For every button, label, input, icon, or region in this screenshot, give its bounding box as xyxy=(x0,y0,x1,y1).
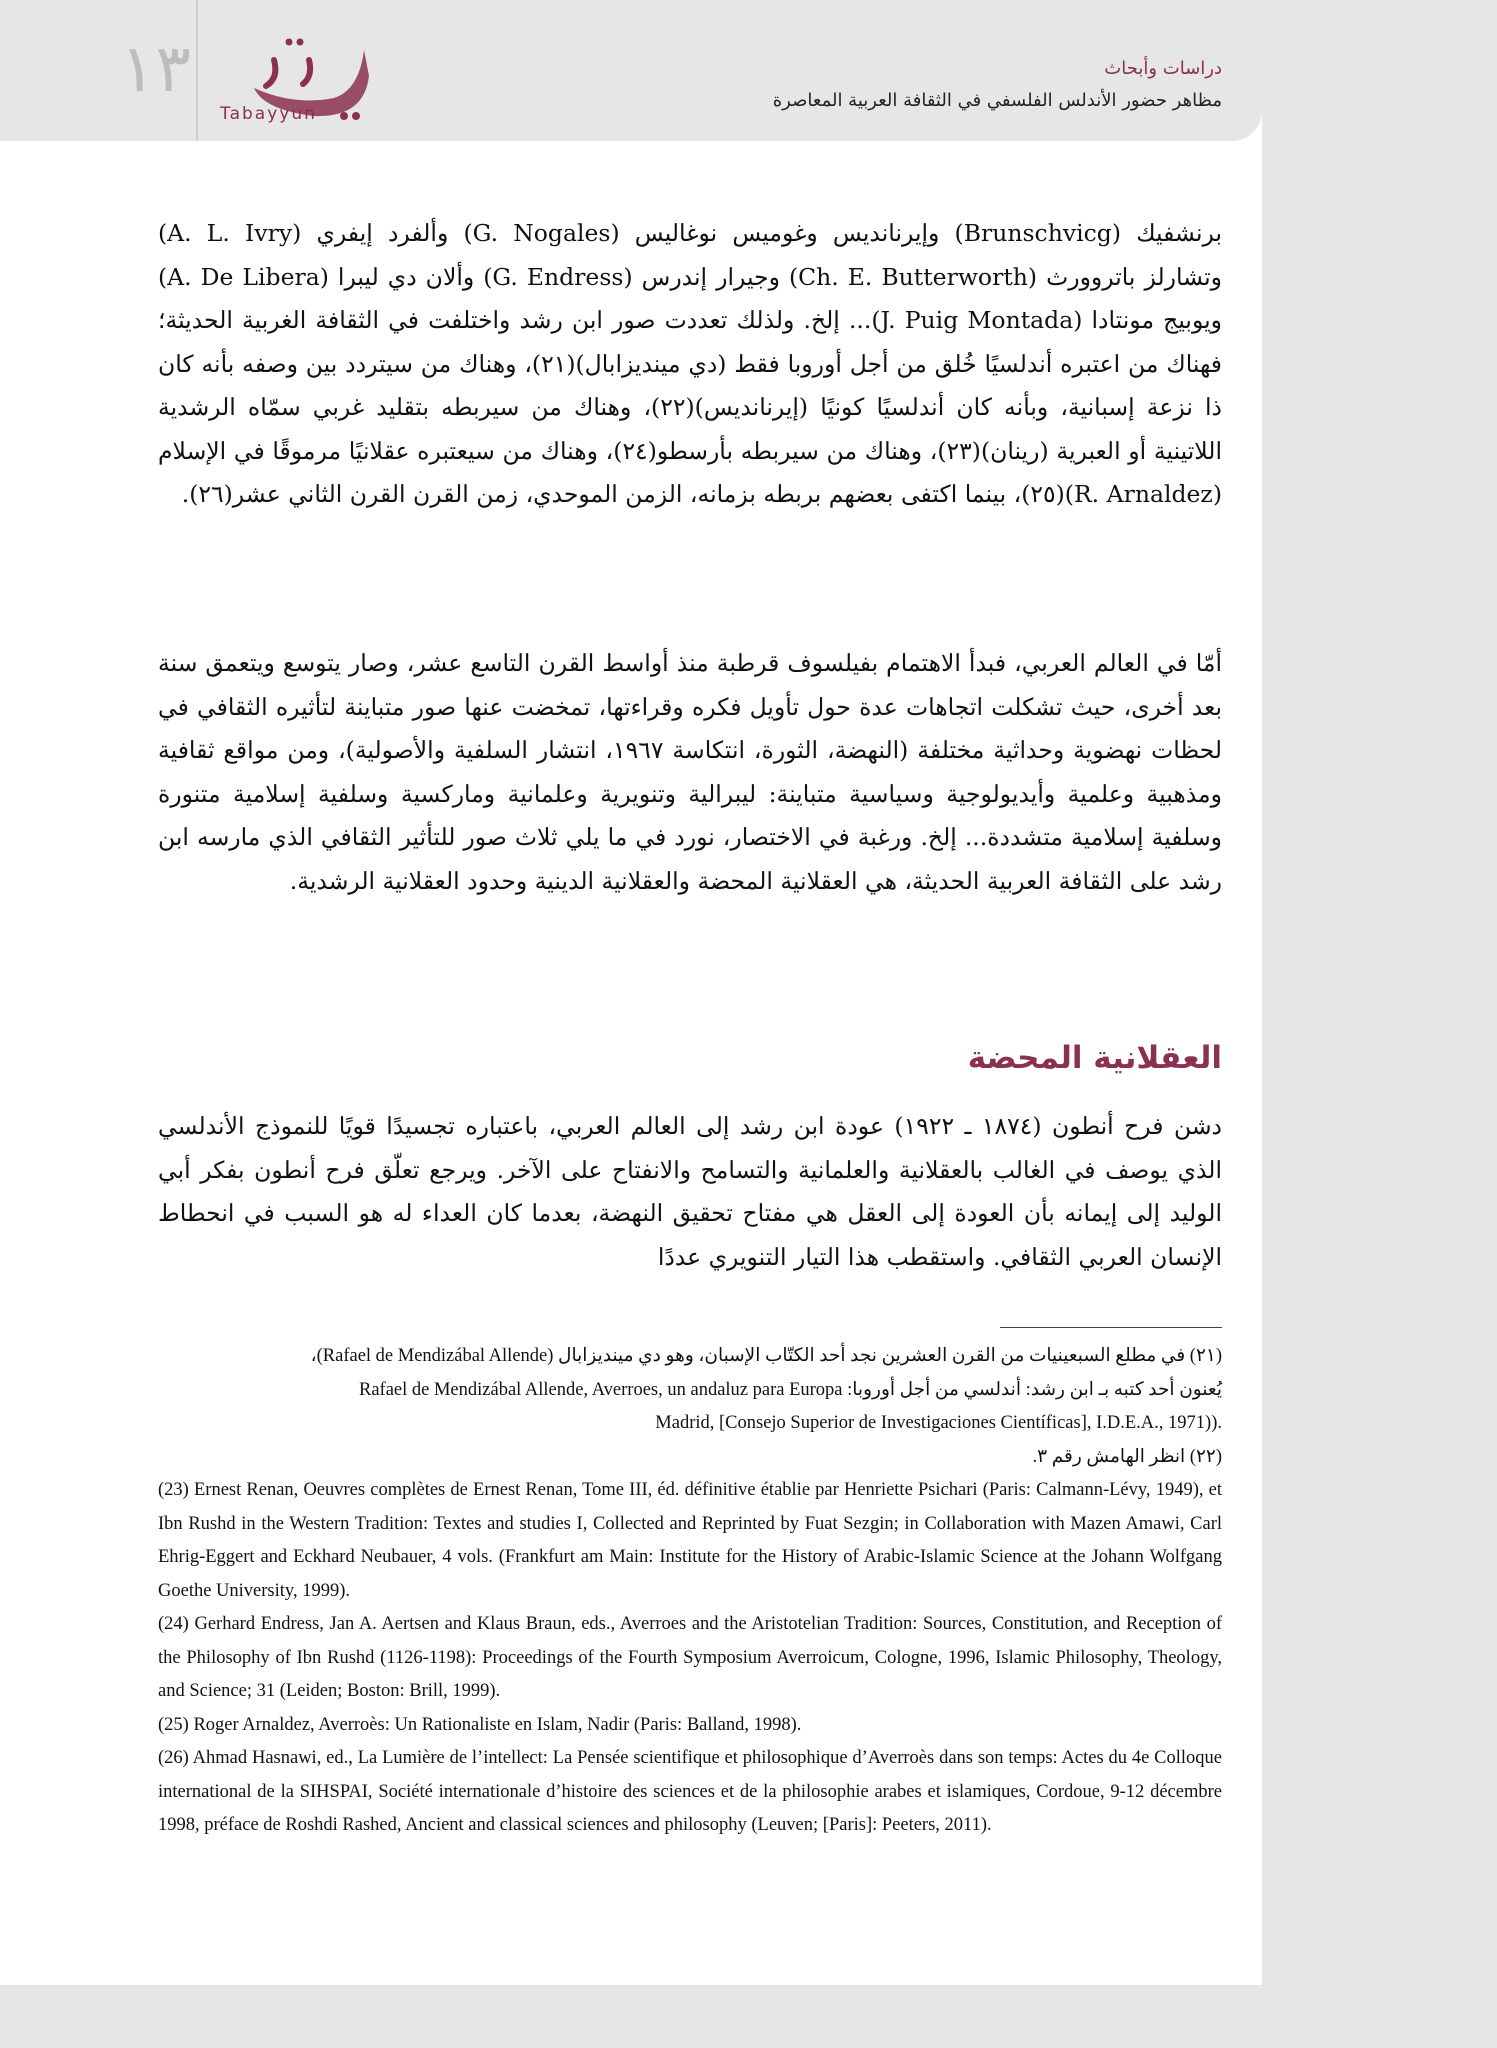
page-number: ١٣ xyxy=(120,30,191,107)
footnote-22: (٢٢) انظر الهامش رقم ٣. xyxy=(1032,1446,1222,1467)
paragraph-text: برنشفيك (Brunschvicg) وإيرنانديس وغوميس نوغاليس (G. Nogales) وألفرد إيفري (A. L. Ivry) وتشارلز باتروورث (Ch. E. Butterworth) وجيرار إندرس (G. Endress) وألان دي ليبرا (A. De Libera) ويوبيج مونتادا (J. Puig Montada)... إلخ. ولذلك تعددت صور ابن رشد واختلفت في الثقافة الغربية الحديثة؛ فهناك من اعتبره أندلسيًا خُلق من أجل أوروبا فقط (دي ميندیزابال)(٢١)، وهناك من سيتردد بين وصفه بأنه كان ذا نزعة إسبانية، وبأنه كان أندلسيًا كونيًا (إيرنانديس)(٢٢)، وهناك من سيربطه بتقليد غربي سمّاه الرشدية اللاتينية أو العبرية (رينان)(٢٣)، وهناك من سيربطه بأرسطو(٢٤)، وهناك من سيعتبره عقلانيًا مرموقًا في الإسلام (R. Arnaldez)(٢٥)، بينما اكتفى بعضهم بربطه بزمانه، الزمن الموحدي، زمن القرن القرن الثاني عشر(٢٦). xyxy=(158,219,1223,508)
footnote-25: (25) Roger Arnaldez, Averroès: Un Rationaliste en Islam, Nadir (Paris: Balland, 1998). xyxy=(158,1714,802,1735)
paragraph-text: أمّا في العالم العربي، فبدأ الاهتمام بفيلسوف قرطبة منذ أواسط القرن التاسع عشر، وصار يتوسع ويتعمق سنة بعد أخرى، حيث تشكلت اتجاهات عدة حول تأويل فكره وقراءتها، تمخضت عنها صور متباينة لتأثيره الثقافي في لحظات نهضوية وحداثية مختلفة (النهضة، الثورة، انتكاسة ١٩٦٧، انتشار السلفية والأصولية)، ومن مواقع ثقافية ومذهبية وعلمية وأيديولوجية وسياسية متباينة: ليبرالية وتنويرية وعلمانية وماركسية وسلفية إسلامية متنورة وسلفية إسلامية متشددة... إلخ. ورغبة في الاختصار، نورد في ما يلي ثلاث صور للتأثير الثقافي الذي مارسه ابن رشد على الثقافة العربية الحديثة، هي العقلانية المحضة والعقلانية الدينية وحدود العقلانية الرشدية. xyxy=(158,649,1222,895)
footnote-rule xyxy=(1000,1327,1222,1328)
article-title: مظاهر حضور الأندلس الفلسفي في الثقافة العربية المعاصرة xyxy=(772,90,1222,111)
footnote-21-line-2: يُعنون أحد كتبه بـ ابن رشد: أندلسي من أجل أوروبا: Rafael de Mendizábal Allende, Averroes, un andaluz para Europa xyxy=(358,1379,1222,1400)
footnote-21-line-3: Madrid, [Consejo Superior de Investigaciones Científicas], I.D.E.A., 1971)). xyxy=(655,1413,1222,1433)
body-paragraph-3 xyxy=(158,1105,1222,1279)
footnote-23: (23) Ernest Renan, Oeuvres complètes de Ernest Renan, Tome III, éd. définitive établie par Henriette Psichari (Paris: Calmann-Lévy, 1949), et Ibn Rushd in the Western Tradition: Textes and studies I, Collected and Reprinted by Fuat Sezgin; in Collaboration with Mazen Amawi, Carl Ehrig-Eggert and Eckhard Neubauer, 4 vols. (Frankfurt am Main: Institute for the History of Arabic-Islamic Science at the Johann Wolfgang Goethe University, 1999). xyxy=(158,1480,1222,1601)
body-paragraph-1 xyxy=(158,212,1222,517)
footnotes xyxy=(158,1340,1222,1843)
footnote-24: (24) Gerhard Endress, Jan A. Aertsen and Klaus Braun, eds., Averroes and the Aristotelian Tradition: Sources, Constitution, and Reception of the Philosophy of Ibn Rushd (1126-1198): Proceedings of the Fourth Symposium Averroicum, Cologne, 1996, Islamic Philosophy, Theology, and Science; 31 (Leiden; Boston: Brill, 1999). xyxy=(158,1614,1222,1701)
section-heading: العقلانية المحضة xyxy=(967,1040,1222,1076)
footnote-26: (26) Ahmad Hasnawi, ed., La Lumière de l’intellect: La Pensée scientifique et philosophique d’Averroès dans son temps: Actes du 4e Colloque international de la SIHSPAI, Société internationale d’histoire des sciences et de la philosophie arabes et islamiques, Cordoue, 9-12 décembre 1998, préface de Roshdi Rashed, Ancient and classical sciences and philosophy (Leuven; [Paris]: Peeters, 2011). xyxy=(158,1748,1222,1835)
footnote-21-line-1: (٢١) في مطلع السبعينيات من القرن العشرين نجد أحد الكتّاب الإسبان، وهو دي ميندیزابال (Rafael de Mendizábal Allende)، xyxy=(310,1346,1222,1366)
paragraph-text: دشن فرح أنطون (١٨٧٤ ـ ١٩٢٢) عودة ابن رشد إلى العالم العربي، باعتباره تجسيدًا قويًا للنموذج الأندلسي الذي يوصف في الغالب بالعقلانية والعلمانية والتسامح والانفتاح على الآخر. ويرجع تعلّق فرح أنطون بفكر أبي الوليد إلى إيمانه بأن العودة إلى العقل هي مفتاح تحقيق النهضة، بعدما كان العداء له هو السبب في انحطاط الإنسان العربي الثقافي. واستقطب هذا التيار التنويري عددًا xyxy=(158,1112,1222,1271)
body-paragraph-2 xyxy=(158,642,1222,903)
section-label: دراسات وأبحاث xyxy=(1104,58,1222,79)
logo-label: Tabayyun xyxy=(220,104,317,124)
